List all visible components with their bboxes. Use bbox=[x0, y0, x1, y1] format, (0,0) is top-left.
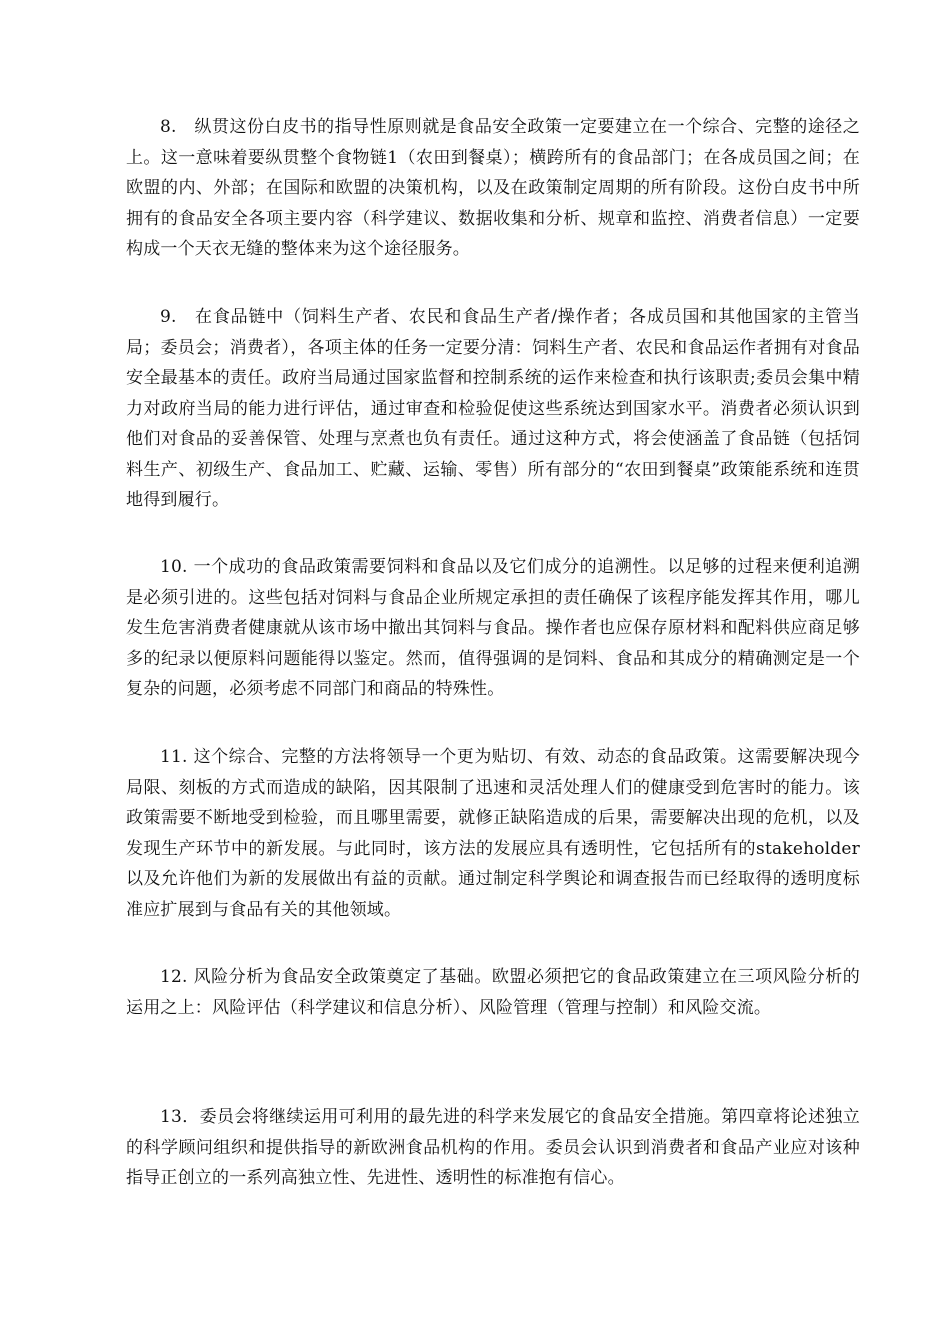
paragraph-11: 11. 这个综合、完整的方法将领导一个更为贴切、有效、动态的食品政策。这需要解决现今局限、刻板的方式而造成的缺陷，因其限制了迅速和灵活处理人们的健康受到危害时的能力。该政策需要不断地受到检验，而且哪里需要，就修正缺陷造成的后果，需要解决出现的危机，以及发现生产环节中的新发展。与此同时，该方法的发展应具有透明性，它包括所有的stakeholder以及允许他们为新的发展做出有益的贡献。通过制定科学舆论和调查报告而已经取得的透明度标准应扩展到与食品有关的其他领域。 bbox=[126, 747, 860, 920]
paragraph-12: 12. 风险分析为食品安全政策奠定了基础。欧盟必须把它的食品政策建立在三项风险分析的运用之上：风险评估（科学建议和信息分析）、风险管理（管理与控制）和风险交流。 bbox=[126, 967, 860, 1018]
paragraph-10: 10. 一个成功的食品政策需要饲料和食品以及它们成分的追溯性。以足够的过程来便利追溯是必须引进的。这些包括对饲料与食品企业所规定承担的责任确保了该程序能发挥其作用，哪儿发生危害消费者健康就从该市场中撤出其饲料与食品。操作者也应保存原材料和配料供应商足够多的纪录以便原料问题能得以鉴定。然而，值得强调的是饲料、食品和其成分的精确测定是一个复杂的问题，必须考虑不同部门和商品的特殊性。 bbox=[126, 557, 860, 699]
paragraph-13: 13．委员会将继续运用可利用的最先进的科学来发展它的食品安全措施。第四章将论述独立的科学顾问组织和提供指导的新欧洲食品机构的作用。委员会认识到消费者和食品产业应对该种指导正创立的一系列高独立性、先进性、透明性的标准抱有信心。 bbox=[126, 1107, 860, 1188]
paragraph-9: 9. 在食品链中（饲料生产者、农民和食品生产者/操作者；各成员国和其他国家的主管当局；委员会；消费者），各项主体的任务一定要分清：饲料生产者、农民和食品运作者拥有对食品安全最基本的责任。政府当局通过国家监督和控制系统的运作来检查和执行该职责;委员会集中精力对政府当局的能力进行评估，通过审查和检验促使这些系统达到国家水平。消费者必须认识到他们对食品的妥善保管、处理与烹煮也负有责任。通过这种方式，将会使涵盖了食品链（包括饲料生产、初级生产、食品加工、贮藏、运输、零售）所有部分的“农田到餐桌”政策能系统和连贯地得到履行。 bbox=[126, 307, 860, 510]
paragraph-8: 8. 纵贯这份白皮书的指导性原则就是食品安全政策一定要建立在一个综合、完整的途径之上。这一意味着要纵贯整个食物链1（农田到餐桌）；横跨所有的食品部门；在各成员国之间；在欧盟的内、外部；在国际和欧盟的决策机构，以及在政策制定周期的所有阶段。这份白皮书中所拥有的食品安全各项主要内容（科学建议、数据收集和分析、规章和监控、消费者信息）一定要构成一个天衣无缝的整体来为这个途径服务。 bbox=[126, 117, 860, 259]
